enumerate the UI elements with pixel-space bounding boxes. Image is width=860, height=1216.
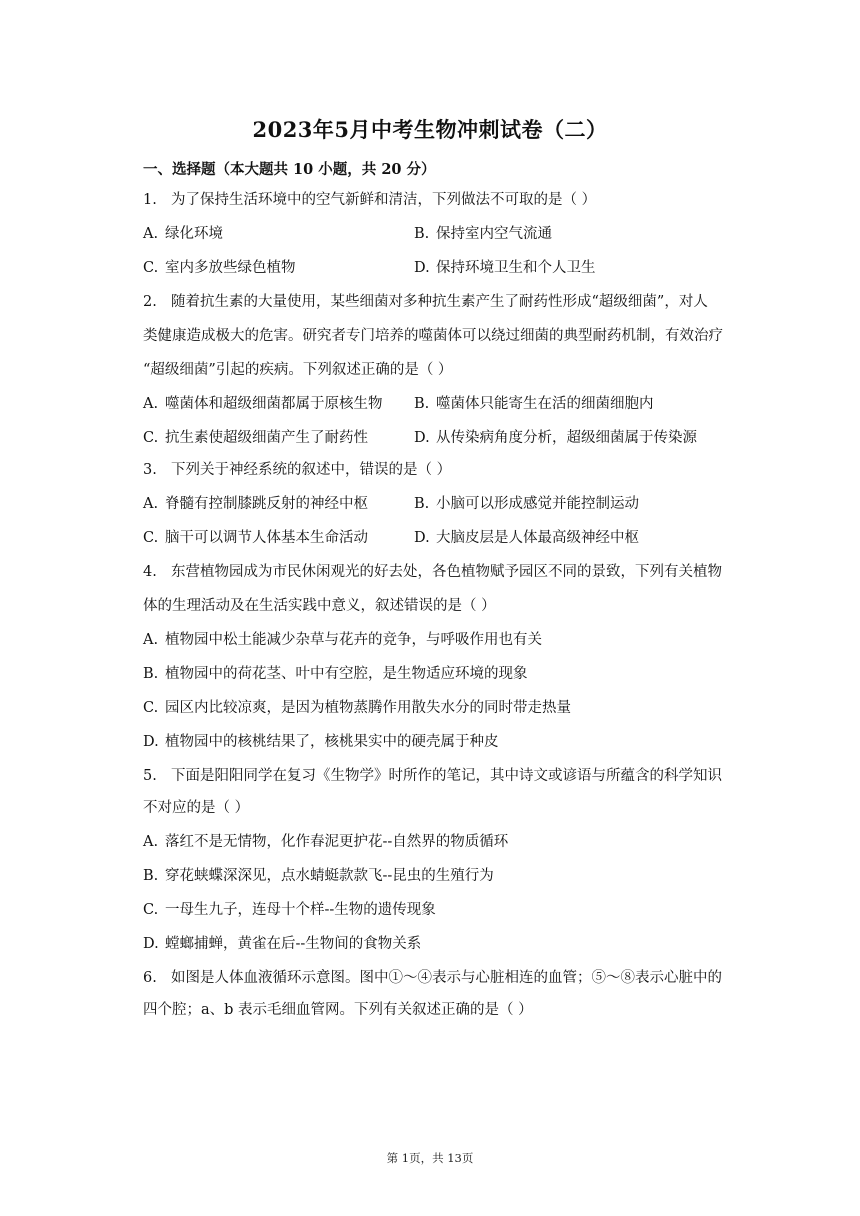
question-3-stem [143, 460, 451, 480]
question-5-option-a [143, 832, 508, 852]
option-letter: B. [143, 868, 159, 884]
option-letter: B. [414, 496, 430, 512]
question-4-stem-line-2: 体的生理活动及在生活实践中意义，叙述错误的是（ ） [143, 598, 496, 614]
stem-line: 东营植物园成为市民休闲观光的好去处，各色植物赋予园区不同的景致，下列有关植物 [171, 564, 722, 580]
option-letter: C. [143, 530, 159, 546]
question-2-option-b [414, 394, 654, 414]
option-letter: C. [143, 700, 159, 716]
option-text: 螳螂捕蝉，黄雀在后--生物间的食物关系 [165, 936, 422, 952]
question-number: 4. [143, 564, 157, 580]
option-letter: A. [143, 632, 159, 648]
question-1-stem [143, 190, 596, 210]
option-letter: C. [143, 430, 159, 446]
option-letter: A. [143, 396, 159, 412]
question-3-option-d [414, 528, 639, 548]
question-2-option-d [414, 428, 697, 448]
option-text: 保持环境卫生和个人卫生 [436, 260, 596, 276]
option-text: 噬菌体只能寄生在活的细菌细胞内 [436, 396, 654, 412]
option-text: 绿化环境 [165, 226, 223, 242]
question-1-option-b [414, 224, 552, 244]
option-letter: A. [143, 226, 159, 242]
question-6-stem-line-2: 四个腔；a、b 表示毛细血管网。下列有关叙述正确的是（ ） [143, 1002, 533, 1018]
question-2-option-c [143, 428, 368, 448]
question-number: 2. [143, 294, 157, 310]
stem-line: 如图是人体血液循环示意图。图中①～④表示与心脏相连的血管；⑤～⑧表示心脏中的 [171, 970, 722, 986]
option-letter: D. [414, 530, 430, 546]
option-text: 脑干可以调节人体基本生命活动 [165, 530, 368, 546]
question-4-option-b [143, 664, 528, 684]
option-text: 保持室内空气流通 [436, 226, 552, 242]
question-4-option-a [143, 630, 542, 650]
question-4-option-c [143, 698, 571, 718]
option-text: 小脑可以形成感觉并能控制运动 [436, 496, 639, 512]
page-title: 2023年5月中考生物冲刺试卷（二） [252, 117, 608, 142]
question-3-option-c [143, 528, 368, 548]
option-letter: D. [143, 936, 159, 952]
question-5-option-d [143, 934, 421, 954]
question-1-option-a [143, 224, 223, 244]
page-footer: 第 1页，共 13页 [386, 1151, 474, 1165]
question-6-stem [143, 968, 722, 988]
option-text: 植物园中松土能减少杂草与花卉的竞争，与呼吸作用也有关 [165, 632, 542, 648]
question-4-stem [143, 562, 722, 582]
question-1-option-d [414, 258, 596, 278]
option-letter: A. [143, 834, 159, 850]
option-letter: D. [414, 260, 430, 276]
stem-line: 下列关于神经系统的叙述中，错误的是（ ） [171, 462, 452, 478]
question-5-option-b [143, 866, 494, 886]
option-letter: C. [143, 902, 159, 918]
question-3-option-b [414, 494, 639, 514]
option-text: 大脑皮层是人体最高级神经中枢 [436, 530, 639, 546]
question-4-option-d [143, 732, 499, 752]
question-2-stem-line-2: 类健康造成极大的危害。研究者专门培养的噬菌体可以绕过细菌的典型耐药机制，有效治疗 [143, 328, 723, 344]
option-text: 园区内比较凉爽，是因为植物蒸腾作用散失水分的同时带走热量 [165, 700, 571, 716]
question-3-option-a [143, 494, 368, 514]
option-text: 落红不是无情物，化作春泥更护花--自然界的物质循环 [165, 834, 509, 850]
section-heading: 一、选择题（本大题共 10 小题，共 20 分） [143, 161, 436, 178]
question-2-stem [143, 292, 708, 312]
option-text: 抗生素使超级细菌产生了耐药性 [165, 430, 368, 446]
question-number: 6. [143, 970, 157, 986]
option-letter: A. [143, 496, 159, 512]
option-letter: B. [143, 666, 159, 682]
question-5-stem [143, 766, 722, 786]
question-number: 1. [143, 192, 157, 208]
option-letter: B. [414, 226, 430, 242]
question-2-option-a [143, 394, 383, 414]
question-2-stem-line-3: “超级细菌”引起的疾病。下列叙述正确的是（ ） [143, 362, 453, 378]
question-5-stem-line-2: 不对应的是（ ） [143, 800, 250, 816]
question-1-option-c [143, 258, 296, 278]
stem-line: 下面是阳阳同学在复习《生物学》时所作的笔记，其中诗文或谚语与所蕴含的科学知识 [171, 768, 722, 784]
option-letter: D. [414, 430, 430, 446]
question-number: 5. [143, 768, 157, 784]
option-text: 植物园中的核桃结果了，核桃果实中的硬壳属于种皮 [165, 734, 499, 750]
option-text: 植物园中的荷花茎、叶中有空腔，是生物适应环境的现象 [165, 666, 528, 682]
option-letter: C. [143, 260, 159, 276]
question-number: 3. [143, 462, 157, 478]
option-text: 噬菌体和超级细菌都属于原核生物 [165, 396, 383, 412]
option-text: 脊髓有控制膝跳反射的神经中枢 [165, 496, 368, 512]
option-text: 室内多放些绿色植物 [165, 260, 296, 276]
option-text: 一母生九子，连母十个样--生物的遗传现象 [165, 902, 436, 918]
stem-line: 随着抗生素的大量使用，某些细菌对多种抗生素产生了耐药性形成“超级细菌”，对人 [171, 294, 708, 310]
option-letter: B. [414, 396, 430, 412]
option-letter: D. [143, 734, 159, 750]
option-text: 穿花蛱蝶深深见，点水蜻蜓款款飞--昆虫的生殖行为 [165, 868, 494, 884]
question-5-option-c [143, 900, 436, 920]
stem-line: 为了保持生活环境中的空气新鲜和清洁，下列做法不可取的是（ ） [171, 192, 597, 208]
option-text: 从传染病角度分析，超级细菌属于传染源 [436, 430, 697, 446]
